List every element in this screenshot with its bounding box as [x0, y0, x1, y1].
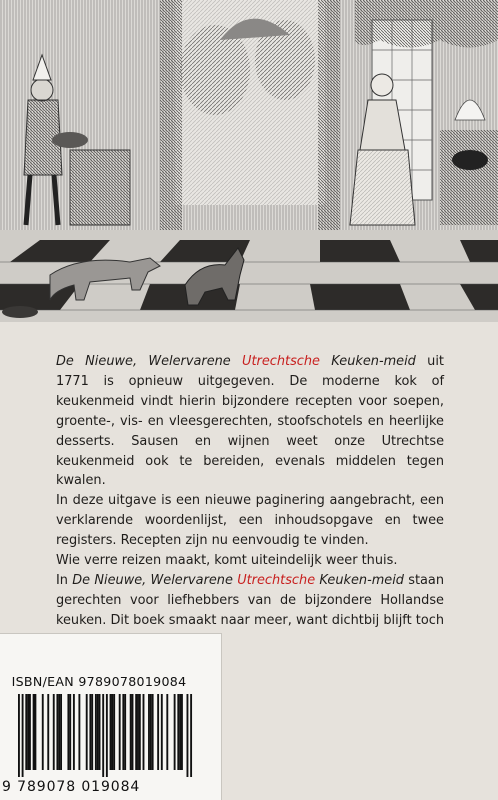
barcode-bar — [42, 694, 44, 770]
barcode-bar — [124, 694, 126, 770]
blurb-paragraph-1 — [56, 352, 444, 491]
barcode-bar — [106, 694, 108, 777]
barcode-bar — [22, 694, 24, 777]
barcode-bar — [27, 694, 29, 770]
barcode-bar — [86, 694, 88, 770]
barcode-bar — [60, 694, 62, 770]
barcode-bar — [53, 694, 55, 770]
barcode-bar — [130, 694, 132, 770]
book-title-highlight: Utrechtsche — [237, 572, 316, 588]
barcode-bar — [91, 694, 93, 770]
barcode-bar — [143, 694, 145, 770]
blurb-text: In — [56, 572, 73, 588]
barcode-bar — [56, 694, 58, 770]
barcode-bar — [150, 694, 152, 770]
barcode-bar — [148, 694, 150, 770]
barcode-bar — [122, 694, 124, 770]
barcode-bar — [95, 694, 97, 770]
barcode-bar — [29, 694, 31, 770]
barcode-bar — [174, 694, 176, 770]
barcode-bar — [102, 694, 104, 777]
barcode-bar — [73, 694, 75, 770]
kitchen-engraving-icon — [0, 0, 498, 322]
barcode-bar — [179, 694, 181, 770]
barcode-bars — [4, 694, 194, 777]
barcode-bar — [119, 694, 121, 770]
barcode-bar — [177, 694, 179, 770]
book-title-part: Keuken-meid — [319, 572, 404, 588]
barcode-bar — [47, 694, 49, 770]
barcode-bar — [139, 694, 141, 770]
barcode-bar — [99, 694, 101, 770]
barcode-bar — [161, 694, 163, 770]
barcode-bar — [113, 694, 115, 770]
barcode-bar — [111, 694, 113, 770]
blurb-paragraph-2: In deze uitgave is een nieuwe paginering aangebracht, een verklarende woordenlijst, een inhoudsopgave en twee registers. Recepten zijn nu eenvoudig te vinden. — [56, 493, 444, 549]
barcode-bar — [33, 694, 35, 770]
barcode-bar — [97, 694, 99, 770]
barcode-bar — [110, 694, 112, 770]
book-title-part: De Nieuwe, Welervarene — [72, 572, 233, 588]
isbn-barcode-label — [0, 633, 222, 800]
barcode-bar — [34, 694, 36, 770]
book-title-part: Keuken-meid — [331, 354, 416, 369]
barcode-bar — [89, 694, 91, 770]
isbn-digits-text: 9 789078 019084 — [2, 779, 141, 795]
barcode-bar — [181, 694, 183, 770]
barcode-icon — [4, 694, 194, 777]
blurb-paragraph-3: Wie verre reizen maakt, komt uiteindelijk weer thuis. — [56, 553, 398, 569]
barcode-bar — [69, 694, 71, 770]
barcode-bar — [166, 694, 168, 770]
blurb-text: staan gerechten voor liefhebbers van de bijzondere Hollandse keuken. Dit boek smaakt naar meer, want dichtbij blijft toch — [56, 572, 444, 628]
book-title-part: De Nieuwe, Welervarene — [56, 354, 231, 369]
barcode-bar — [187, 694, 189, 777]
book-title-highlight: Utrechtsche — [242, 354, 320, 369]
back-cover-blurb — [56, 352, 444, 651]
barcode-bar — [190, 694, 192, 777]
barcode-bar — [135, 694, 137, 770]
barcode-bar — [78, 694, 80, 770]
barcode-bar — [25, 694, 27, 770]
barcode-bar — [18, 694, 20, 777]
blurb-text: uit 1771 is opnieuw uitgegeven. De moderne kok of keukenmeid vindt hierin bijzondere recepten voor soepen, groente-, vis- en vleesgerechten, stoofschotels en heerlijke desserts. Sausen en wijnen weet onze Utrechtse keukenmeid ook te bereiden, evenals middelen tegen kwalen. — [56, 354, 444, 489]
barcode-bar — [67, 694, 69, 770]
barcode-bar — [132, 694, 134, 770]
barcode-bar — [157, 694, 159, 770]
barcode-bar — [137, 694, 139, 770]
cover-engraving — [0, 0, 498, 322]
barcode-bar — [152, 694, 154, 770]
isbn-ean-text: ISBN/EAN 9789078019084 — [11, 674, 187, 689]
barcode-bar — [58, 694, 60, 770]
